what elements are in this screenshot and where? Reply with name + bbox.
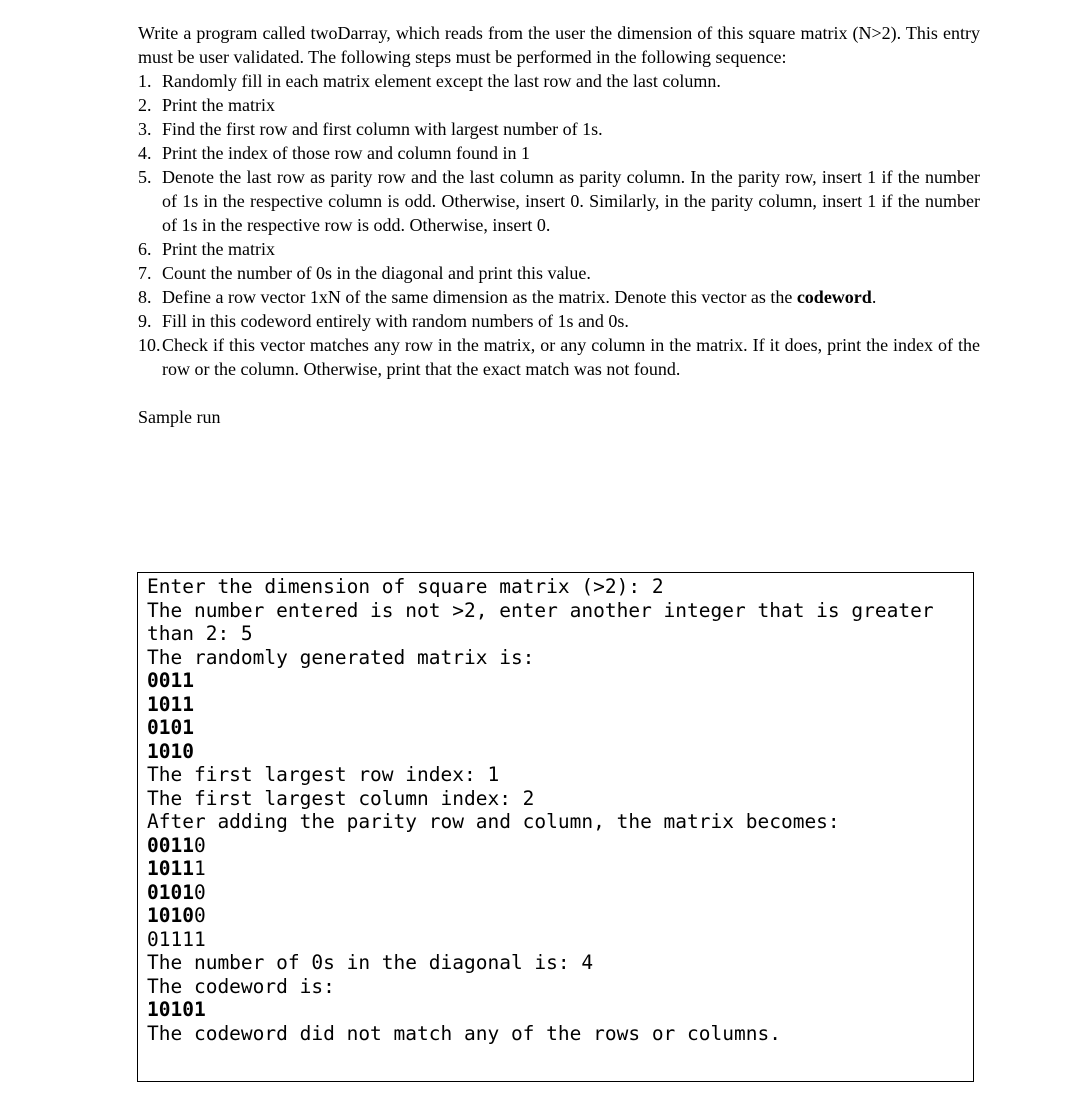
step-item	[138, 285, 980, 309]
step-number: 5.	[138, 167, 152, 187]
steps-list	[138, 69, 980, 381]
step-item	[138, 69, 980, 93]
console-line: than 2: 5	[147, 622, 253, 645]
step-item	[138, 261, 980, 285]
sample-run-console	[137, 572, 974, 1082]
parity-matrix-row	[147, 904, 964, 928]
matrix-bits: 0011	[147, 833, 194, 857]
intro-paragraph: Write a program called twoDarray, which reads from the user the dimension of this square matrix (N>2). This entry must be user validated. The following steps must be performed in the following sequence:	[138, 23, 980, 67]
step-text: Define a row vector 1xN of the same dimension as the matrix. Denote this vector as the	[162, 287, 797, 307]
matrix-row: 0101	[147, 716, 194, 739]
step-item	[138, 309, 980, 333]
step-number: 7.	[138, 263, 152, 283]
matrix-row: 1010	[147, 739, 194, 763]
step-text: Print the matrix	[162, 239, 275, 259]
step-item	[138, 141, 980, 165]
step-item	[138, 93, 980, 117]
step-text: Print the index of those row and column found in 1	[162, 143, 530, 163]
matrix-bits: 0101	[147, 880, 194, 904]
step-number: 4.	[138, 143, 152, 163]
console-line: The number entered is not >2, enter another integer that is greater	[147, 598, 934, 622]
console-line: Enter the dimension of square matrix (>2): 2	[147, 575, 664, 598]
matrix-bits: 1011	[147, 857, 194, 880]
console-line: The number of 0s in the diagonal is: 4	[147, 951, 594, 974]
console-line: After adding the parity row and column, the matrix becomes:	[147, 810, 840, 833]
step-text: Count the number of 0s in the diagonal and print this value.	[162, 263, 591, 283]
console-line: The first largest row index: 1	[147, 763, 500, 786]
parity-bit: 0	[193, 833, 206, 857]
step-text: Find the first row and first column with largest number of 1s.	[162, 119, 603, 139]
step-item	[138, 165, 980, 237]
step-number: 3.	[138, 119, 152, 139]
step-number: 1.	[138, 71, 152, 91]
step-text: Print the matrix	[162, 95, 275, 115]
matrix-row: 0011	[147, 669, 194, 692]
step-number: 6.	[138, 239, 152, 259]
console-line: The randomly generated matrix is:	[147, 645, 535, 669]
parity-bit: 1	[193, 857, 206, 880]
step-text: Randomly fill in each matrix element except the last row and the last column.	[162, 71, 721, 91]
step-text: Fill in this codeword entirely with random numbers of 1s and 0s.	[162, 311, 629, 331]
codeword-term: codeword	[796, 287, 872, 307]
console-line: The first largest column index: 2	[147, 786, 535, 810]
parity-matrix-row	[147, 857, 964, 881]
step-item	[138, 117, 980, 141]
sample-run-label: Sample run	[138, 407, 221, 427]
matrix-row: 1011	[147, 692, 194, 716]
step-item	[138, 237, 980, 261]
parity-matrix-row	[147, 881, 964, 905]
assignment-document	[138, 21, 980, 429]
console-line: The codeword did not match any of the rows or columns.	[147, 1021, 781, 1045]
matrix-bits: 1010	[147, 904, 194, 927]
step-number: 10.	[138, 335, 161, 355]
step-text: Check if this vector matches any row in the matrix, or any column in the matrix. If it does, print the index of the row or the column. Otherwise, print that the exact match was not found.	[162, 335, 980, 379]
step-text-end: .	[871, 287, 877, 307]
codeword-value: 10101	[147, 998, 206, 1021]
parity-bit: 0	[193, 880, 206, 904]
parity-row: 01111	[147, 927, 206, 951]
parity-bit: 0	[193, 904, 206, 927]
step-item	[138, 333, 980, 381]
step-text: Denote the last row as parity row and the last column as parity column. In the parity row, insert 1 if the number of 1s in the respective column is odd. Otherwise, insert 0. Similarly, in the parity column, insert 1 if the number of 1s in the respective row is odd. Otherwise, insert 0.	[162, 167, 980, 235]
console-line: The codeword is:	[147, 974, 335, 998]
step-number: 2.	[138, 95, 152, 115]
parity-matrix-row	[147, 834, 964, 858]
step-number: 8.	[138, 287, 152, 307]
step-number: 9.	[138, 311, 152, 331]
